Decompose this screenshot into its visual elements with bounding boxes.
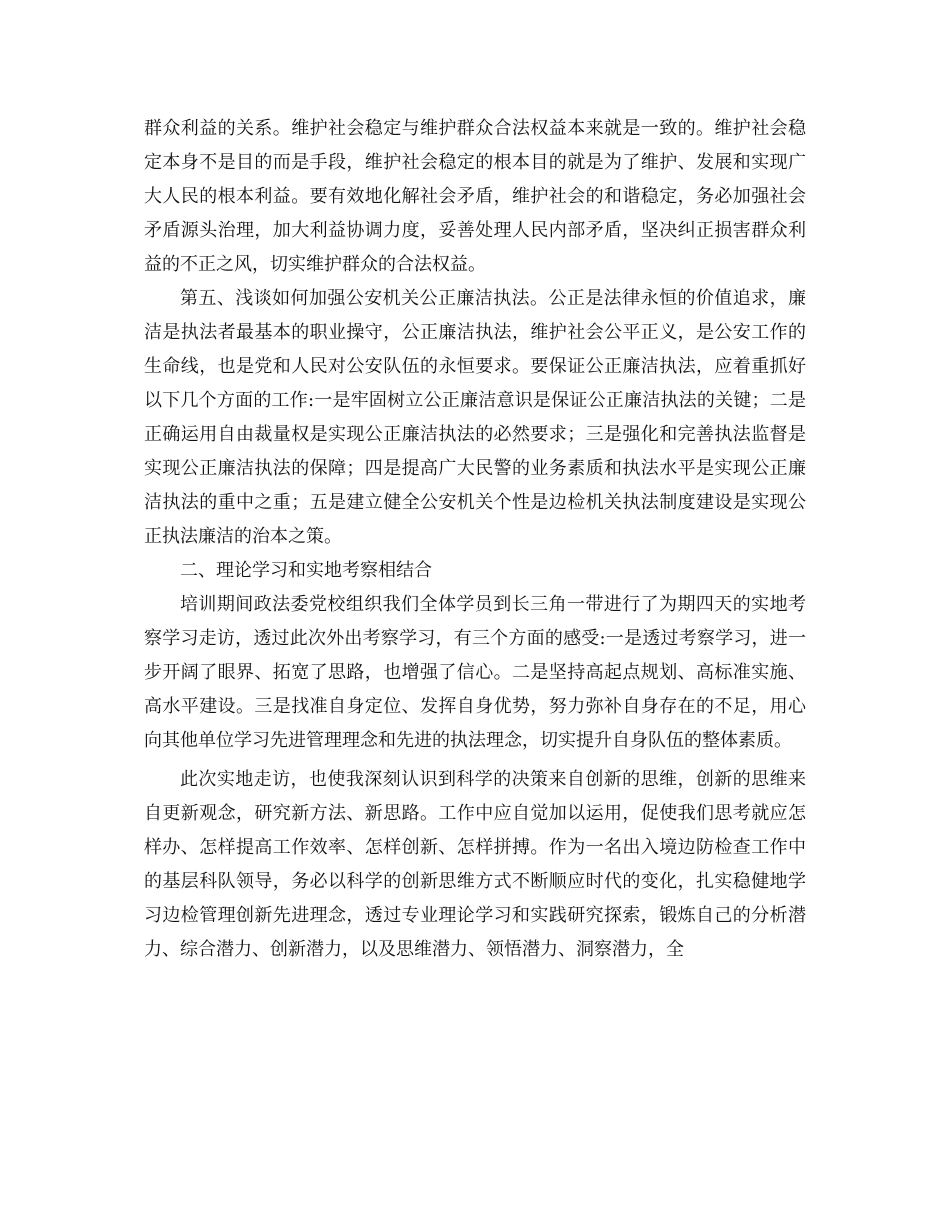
paragraph-fifth-point: 第五、浅谈如何加强公安机关公正廉洁执法。公正是法律永恒的价值追求，廉洁是执法者最基本的职业操守，公正廉洁执法，维护社会公平正义，是公安工作的生命线，也是党和人民对公安队伍的永恒要求。要保证公正廉洁执法，应着重抓好以下几个方面的工作:一是牢固树立公正廉洁意识是保证公正廉洁执法的关键；二是正确运用自由裁量权是实现公正廉洁执法的必然要求；三是强化和完善执法监督是实现公正廉洁执法的保障；四是提高广大民警的业务素质和执法水平是实现公正廉洁执法的重中之重；五是建立健全公安机关个性是边检机关执法制度建设是实现公正执法廉洁的治本之策。 <box>144 288 806 547</box>
document-body <box>144 112 806 967</box>
section-heading: 二、理论学习和实地考察相结合 <box>180 560 432 581</box>
paragraph-reflection: 此次实地走访，也使我深刻认识到科学的决策来自创新的思维，创新的思维来自更新观念，研究新方法、新思路。工作中应自觉加以运用，促使我们思考就应怎样办、怎样提高工作效率、怎样创新、怎样拼搏。作为一名出入境边防检查工作中的基层科队领导，务必以科学的创新思维方式不断顺应时代的变化，扎实稳健地学习边检管理创新先进理念，透过专业理论学习和实践研究探索，锻炼自己的分析潜力、综合潜力、创新潜力，以及思维潜力、领悟潜力、洞察潜力，全 <box>144 769 806 960</box>
paragraph-continuation: 群众利益的关系。维护社会稳定与维护群众合法权益本来就是一致的。维护社会稳定本身不是目的而是手段，维护社会稳定的根本目的就是为了维护、发展和实现广大人民的根本利益。要有效地化解社会矛盾，维护社会的和谐稳定，务必加强社会矛盾源头治理，加大利益协调力度，妥善处理人民内部矛盾，坚决纠正损害群众利益的不正之风，切实维护群众的合法权益。 <box>144 118 806 275</box>
paragraph-field-study: 培训期间政法委党校组织我们全体学员到长三角一带进行了为期四天的实地考察学习走访，透过此次外出考察学习，有三个方面的感受:一是透过考察学习，进一步开阔了眼界、拓宽了思路，也增强了信心。二是坚持高起点规划、高标准实施、高水平建设。三是找准自身定位、发挥自身优势，努力弥补自身存在的不足，用心向其他单位学习先进管理理念和先进的执法理念，切实提升自身队伍的整体素质。 <box>144 594 806 751</box>
